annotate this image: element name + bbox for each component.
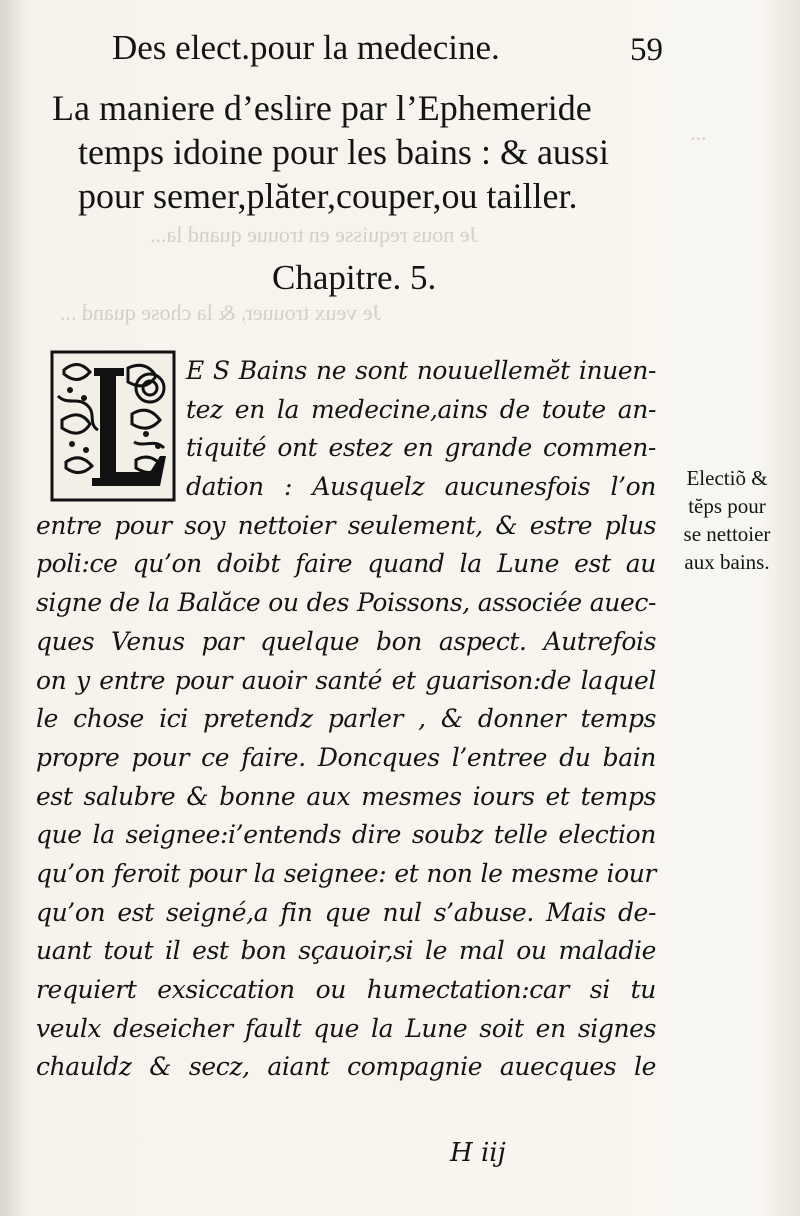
text-line: est salubre & bonne aux mesmes iours et temps	[36, 781, 656, 811]
text-line: E S Bains ne sont nouuellemĕt inuen-	[186, 356, 656, 385]
text-line: requiert exsiccation ou humectation:car si tu	[36, 975, 656, 1004]
running-title: Des elect.pour la medecine.	[112, 28, 500, 67]
text-line: propre pour ce faire. Doncques l’entree du bain	[36, 742, 656, 772]
bleed-through-text: Je nous requisse en trouue quand la...	[150, 222, 479, 247]
bleed-through-margin: ...	[690, 120, 707, 145]
signature-mark: H iij	[450, 1138, 506, 1168]
text-line: uant tout il est bon sçauoir,si le mal ou maladie	[36, 936, 656, 966]
heading-line: pour semer,plăter,couper,ou tailler.	[78, 176, 578, 216]
margin-line: se nettoier	[683, 522, 771, 546]
text-line: veulx deseicher fault que la Lune soit en signes	[36, 1013, 656, 1043]
text-line: entre pour soy nettoier seulement, & estre plus	[36, 510, 656, 540]
page-number: 59	[630, 32, 663, 68]
text-line: on y entre pour auoir santé et guarison:de laquel	[36, 665, 656, 695]
text-line: le chose ici pretendz parler , & donner temps	[36, 704, 656, 734]
margin-line: aux bains.	[684, 550, 770, 574]
section-heading	[52, 86, 672, 218]
margin-line: Electiõ &	[686, 466, 768, 490]
text-line: tiquité ont estez en grande commen-	[186, 433, 656, 463]
text-line: que la seignee:i’entends dire soubz telle election	[36, 820, 656, 850]
running-head	[112, 28, 672, 78]
margin-line: tĕps pour	[688, 494, 766, 518]
text-line: ques Venus par quelque bon aspect. Autrefois	[36, 626, 656, 656]
text-line: signe de la Balăce ou des Poissons, associée auec-	[36, 588, 656, 618]
heading-line: La maniere d’eslire par l’Ephemeride	[52, 88, 592, 128]
body-text	[36, 352, 656, 1087]
text-line: tez en la medecine,ains de toute an-	[186, 394, 656, 424]
marginal-note	[654, 464, 800, 576]
text-line: poli:ce qu’on doibt faire quand la Lune est au	[36, 549, 656, 579]
text-line: dation : Ausquelz aucunesfois l’on	[186, 472, 656, 502]
text-line: qu’on est seigné,a fin que nul s’abuse. Mais de-	[36, 897, 656, 927]
heading-line: temps idoine pour les bains : & aussi	[78, 132, 609, 172]
text-line: qu’on feroit pour la seignee: et non le mesme iour	[36, 858, 656, 888]
chapter-title: Chapitre. 5.	[272, 258, 437, 297]
text-line: chauldz & secz, aiant compagnie auecques le	[36, 1052, 656, 1082]
bleed-through-text: Je veux trouuer, & la chose quand ...	[60, 300, 382, 325]
